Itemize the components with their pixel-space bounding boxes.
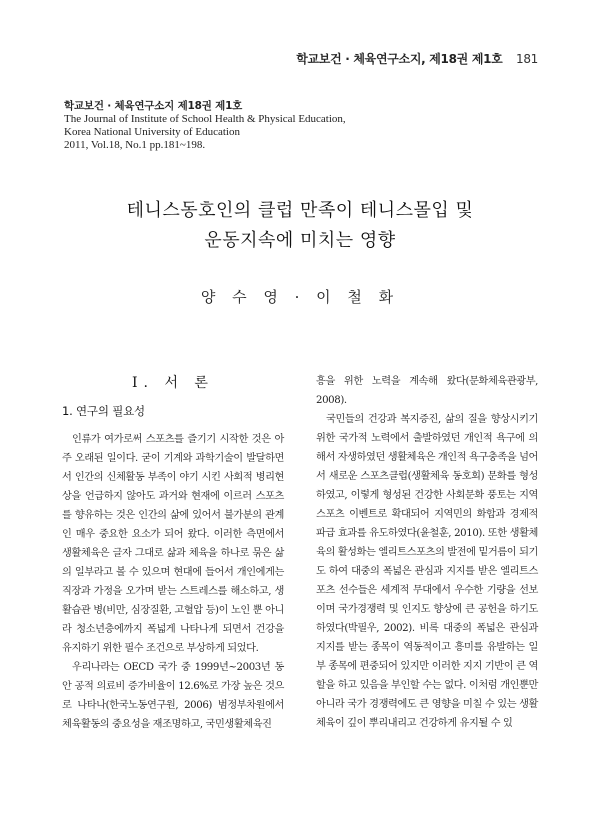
body-column-left: [62, 372, 284, 734]
citation-korean: 학교보건 · 체육연구소지 제18권 제1호: [64, 100, 243, 112]
running-header-journal: 학교보건 · 체육연구소지, 제18권 제1호: [296, 52, 503, 66]
citation-english-line1: The Journal of Institute of School Health & Physical Education,: [64, 113, 346, 125]
journal-citation: [64, 100, 346, 152]
page-number: 181: [515, 52, 538, 66]
body-paragraph: 우리나라는 OECD 국가 중 1999년~2003년 동안 공적 의료비 증가비율이 12.6%로 가장 높은 것으로 나타나(한국노동연구원, 2006) 범정부차원에서 체육활동의 중요성을 재조명하고, 국민생활체육진: [62, 662, 284, 730]
paper-authors: 양 수 영 · 이 철 화: [200, 288, 400, 306]
body-paragraph: 인류가 여가로써 스포츠를 즐기기 시작한 것은 아주 오래된 일이다. 굳이 기계와 과학기술이 발달하면서 인간의 신체활동 부족이 야기 시킨 사회적 병리현상을 언급하지 않아도 과거와 현재에 이르러 스포츠를 향유하는 것은 인간의 삶에 있어서 불가분의 관계인 매우 중요한 요소가 되어 왔다. 이러한 측면에서 생활체육은 글자 그대로 삶과 체육을 하나로 묶은 삶의 일부라고 볼 수 있으며 현대에 들어서 개인에게는 직장과 가정을 오가며 받는 스트레스를 해소하고, 생활습관 병(비만, 심장질환, 고혈압 등)이 노인 뿐 아니라 청소년층에까지 폭넓게 나타나게 되면서 건강을 유지하기 위한 필수 조건으로 부상하게 되었다.: [62, 434, 284, 654]
running-header: [296, 50, 538, 67]
body-paragraph: 국민들의 건강과 복지증진, 삶의 질을 향상시키기 위한 국가적 노력에서 출발하였던 개인적 욕구에 의해서 자생하였던 생활체육은 개인적 욕구충족을 넘어서 새로운 스포츠클럽(생활체육 동호회) 문화를 형성하였고, 이렇게 형성된 건강한 사회문화 풍토는 지역 스포츠 이벤트로 확대되어 지역민의 화합과 경제적 파급 효과를 유도하였다(윤철훈, 2010). 또한 생활체육의 활성화는 엘리트스포츠의 발전에 밑거름이 되기도 하여 대중의 폭넓은 관심과 지지를 받은 엘리트스포츠 선수들은 세계적 무대에서 우수한 기량을 선보이며 국가경쟁력 및 인지도 향상에 큰 공헌을 하기도 하였다(박필우, 2002). 비록 대중의 폭넓은 관심과 지지를 받는 종목이 역동적이고 흥미를 유발하는 일부 종목에 편중되어 있지만 이러한 지지 기반이 큰 역할을 하고 있음을 부인할 수는 없다. 이처럼 개인뿐만 아니라 국가 경쟁력에도 큰 영향을 미칠 수 있는 생활체육이 깊이 뿌리내리고 건강하게 유지될 수 있: [316, 414, 538, 729]
section-heading: Ⅰ. 서 론: [132, 375, 214, 391]
paper-title: [0, 196, 600, 256]
paper-title-line2: 운동지속에 미치는 영향: [204, 230, 396, 251]
citation-english-line3: 2011, Vol.18, No.1 pp.181~198.: [64, 139, 206, 151]
body-paragraph: 흥을 위한 노력을 계속해 왔다(문화체육관광부, 2008).: [316, 376, 538, 406]
citation-english-line2: Korea National University of Education: [64, 126, 240, 138]
paper-title-line1: 테니스동호인의 클럽 만족이 테니스몰입 및: [126, 200, 474, 221]
subsection-heading: 1. 연구의 필요성: [62, 404, 145, 418]
body-column-right: [316, 372, 538, 733]
